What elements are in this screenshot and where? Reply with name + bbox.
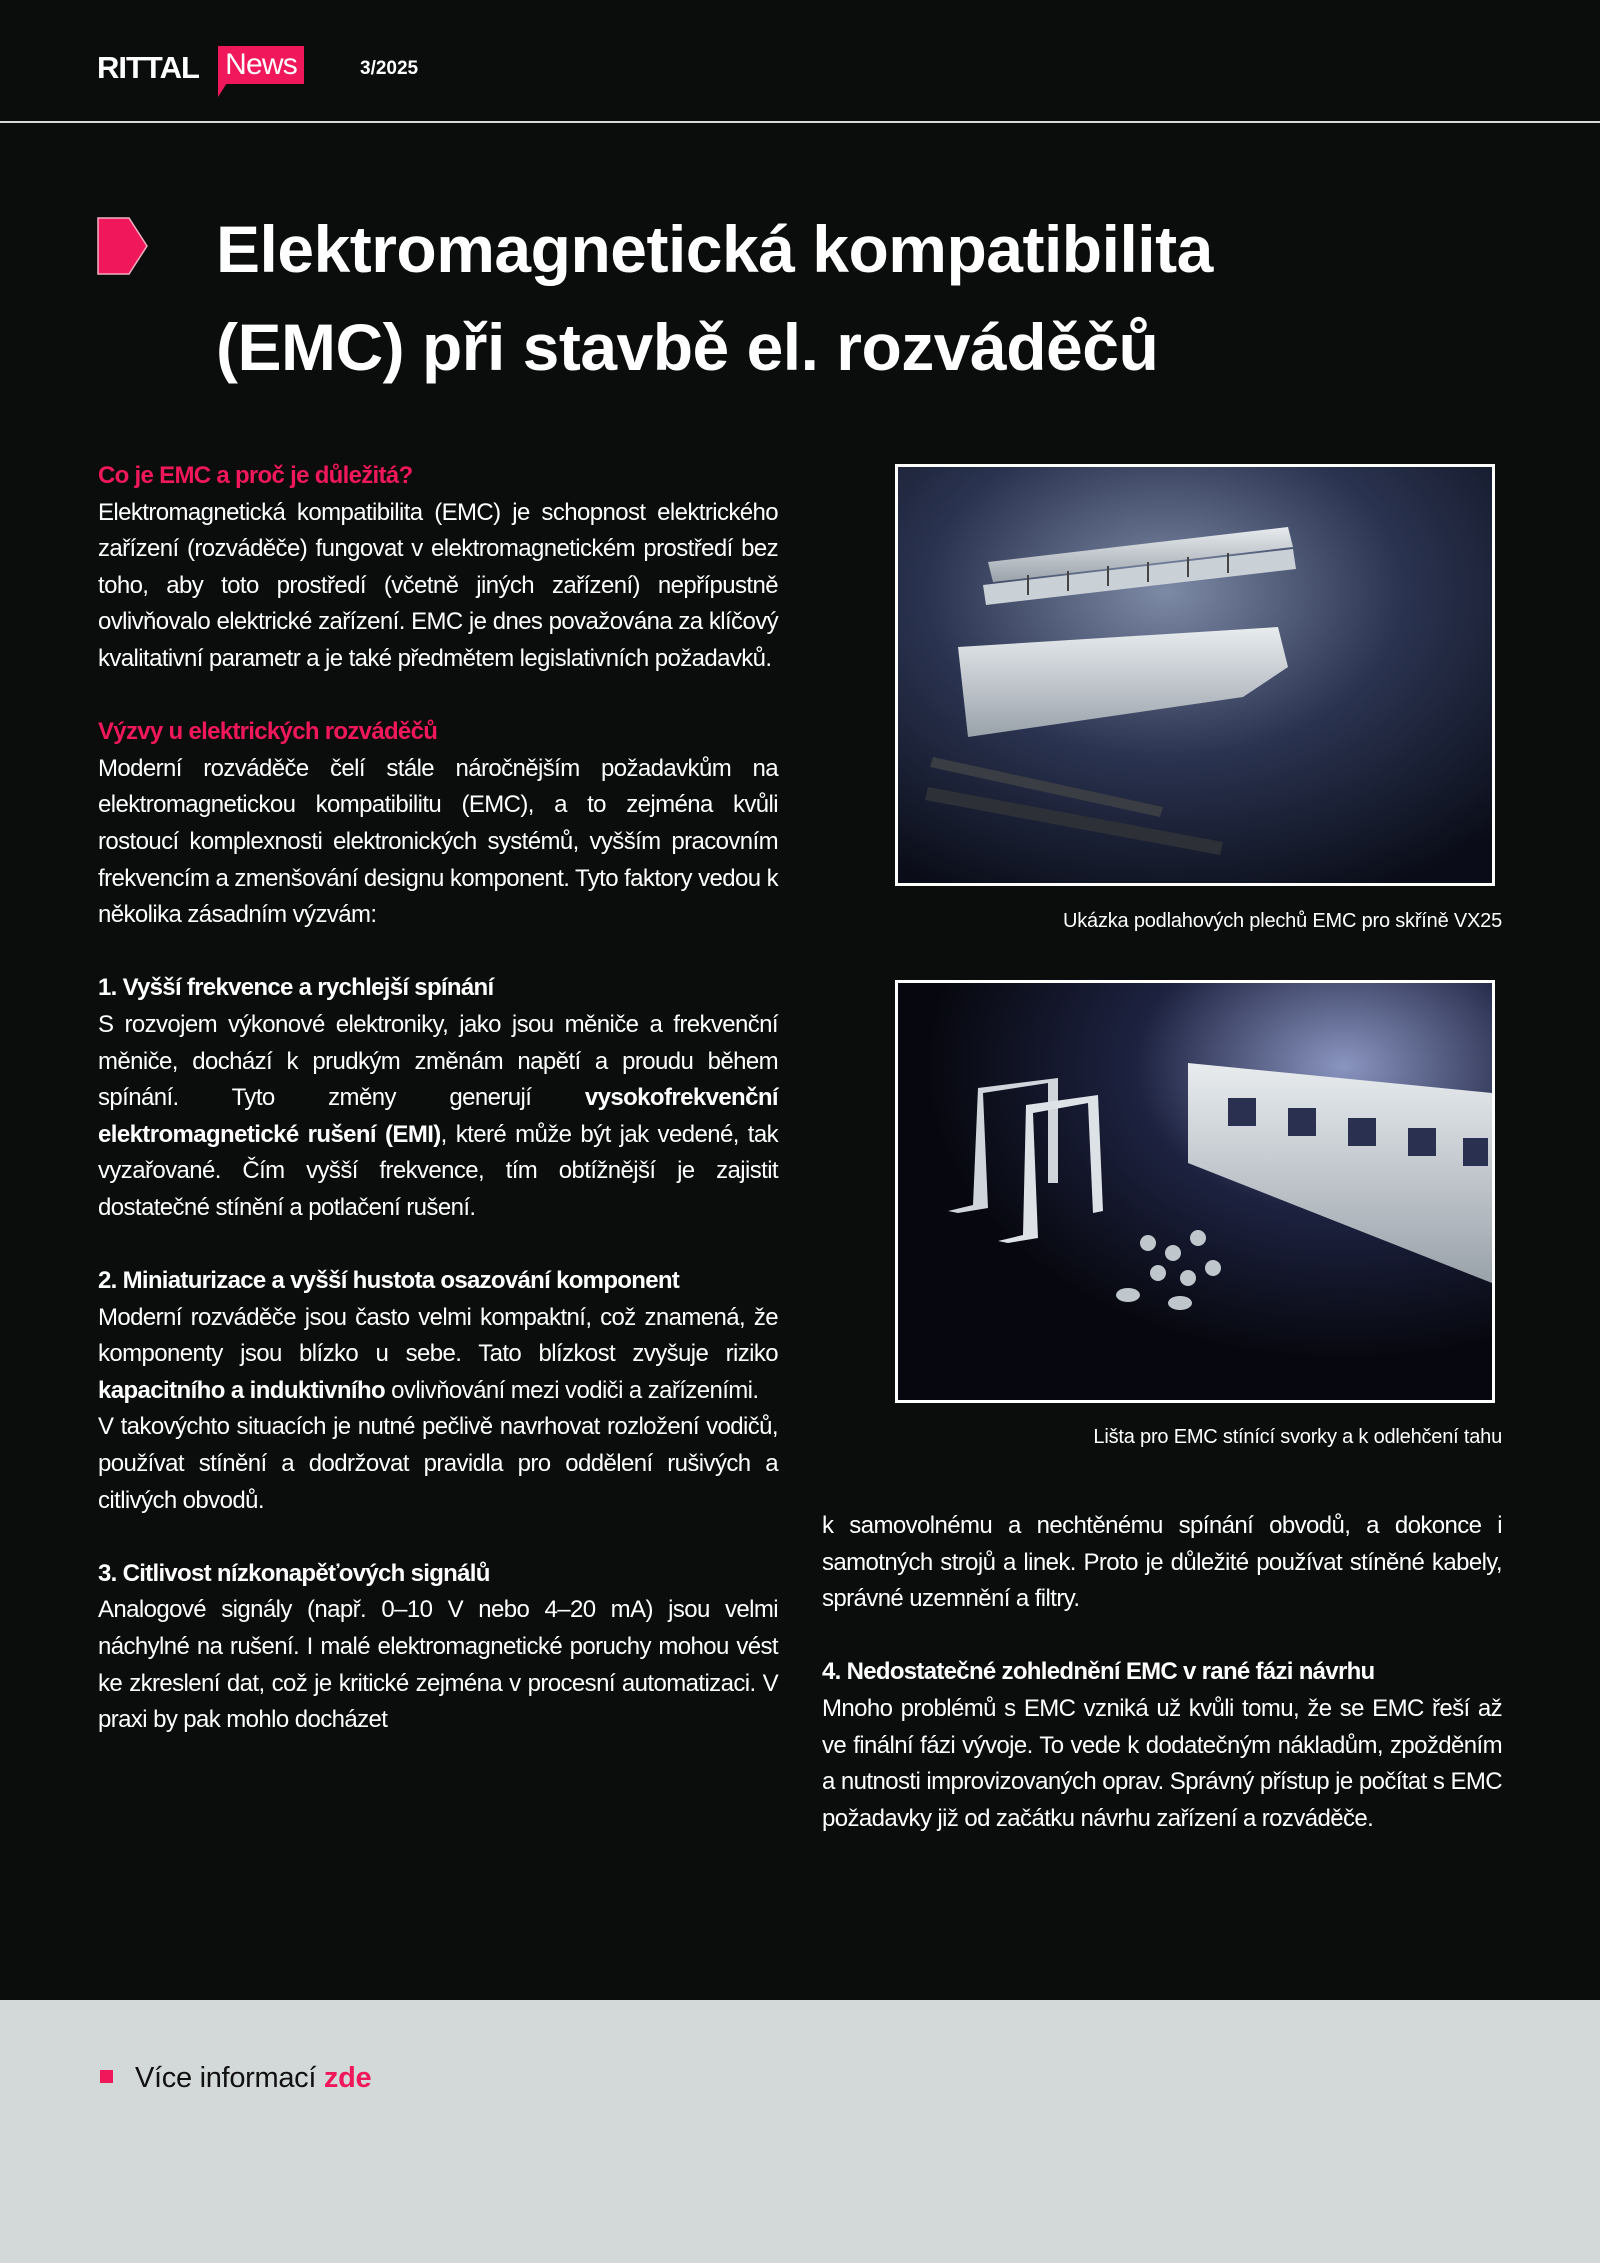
article-left-column <box>98 458 778 1739</box>
subsection-heading: 2. Miniaturizace a vyšší hustota osazování komponent <box>98 1267 680 1295</box>
paragraph <box>822 1691 1502 1837</box>
text-run: k samovolnému a nechtěnému spínání obvodů, a dokonce i samotných strojů a linek. Proto je důležité používat stíněné kabely, správné uzemnění a filtry. <box>822 1512 1502 1613</box>
section-heading: Co je EMC a proč je důležitá? <box>98 462 413 489</box>
text-run: V takovýchto situacích je nutné pečlivě navrhovat rozložení vodičů, používat stínění a dodržovat pravidla pro oddělení rušivých a citlivých obvodů. <box>98 1413 778 1514</box>
more-info <box>100 2062 371 2095</box>
paragraph <box>822 1508 1502 1618</box>
title-line-1: Elektromagnetická kompatibilita <box>216 212 1213 286</box>
figure-caption-1: Ukázka podlahových plechů EMC pro skříně VX25 <box>1062 910 1502 932</box>
photo-emc-floor-plates <box>895 464 1495 886</box>
photo-emc-shield-clamp-rail <box>895 980 1495 1403</box>
figure-caption-2: Lišta pro EMC stínící svorky a k odlehčení tahu <box>1093 1426 1502 1448</box>
footer-panel <box>0 2000 1600 2263</box>
paragraph <box>98 1592 778 1738</box>
speech-bubble-tail-icon <box>218 83 227 97</box>
header-divider <box>0 121 1600 123</box>
paragraph <box>98 1409 778 1519</box>
bold-text: kapacitního a induktivního <box>98 1376 386 1404</box>
article-right-column <box>822 1508 1502 1837</box>
text-run: Elektromagnetická kompatibilita (EMC) je schopnost elektrického zařízení (rozváděče) fungovat v elektromagnetickém prostředí bez toho, aby toto prostředí (včetně jiných zařízení) nepřípustně ovlivňovalo elektrické zařízení. EMC je dnes považována za klíčový kvalitativní parametr a je také předmětem legislativních požadavků. <box>98 498 778 672</box>
issue-number: 3/2025 <box>360 58 419 79</box>
paragraph <box>98 1007 778 1227</box>
text-run: Analogové signály (např. 0–10 V nebo 4–20 mA) jsou velmi náchylné na rušení. I malé elektromagnetické poruchy mohou vést ke zkreslení dat, což je kritické zejména v procesní automatizaci. V praxi by pak mohlo docházet <box>98 1596 778 1734</box>
subsection-heading: 1. Vyšší frekvence a rychlejší spínání <box>98 974 494 1002</box>
text-run: , které může být jak vedené, tak vyzařované. Čím vyšší frekvence, tím obtížnější je zajistit dostatečné stínění a potlačení rušení. <box>98 1120 778 1221</box>
subsection-heading: 4. Nedostatečné zohlednění EMC v rané fázi návrhu <box>822 1658 1375 1686</box>
logo-brand: RITTAL <box>97 50 199 85</box>
arrow-marker-icon <box>97 217 149 275</box>
text-run: ovlivňování mezi vodiči a zařízeními. <box>385 1376 759 1404</box>
logo-news-badge: News <box>218 46 304 84</box>
text-run: Mnoho problémů s EMC vzniká už kvůli tomu, že se EMC řeší až ve finální fázi vývoje. To vede k dodatečným nákladům, zpožděním a nutnosti improvizovaných oprav. Správný přístup je počítat s EMC požadavky již od začátku návrhu zařízení a rozváděče. <box>822 1694 1502 1832</box>
subsection-heading: 3. Citlivost nízkonapěťových signálů <box>98 1559 490 1587</box>
more-info-link[interactable]: zde <box>323 2062 372 2094</box>
rittal-news-logo <box>97 46 327 100</box>
page-title <box>216 200 1213 396</box>
text-run: S rozvojem výkonové elektroniky, jako jsou měniče a frekvenční měniče, dochází k prudkým změnám napětí a proudu během spínání. Tyto změny generují <box>98 1010 778 1112</box>
paragraph <box>98 751 778 934</box>
title-line-2: (EMC) při stavbě el. rozváděčů <box>216 310 1159 384</box>
bullet-square-icon <box>100 2070 113 2083</box>
section-heading: Výzvy u elektrických rozváděčů <box>98 718 438 746</box>
more-info-label: Více informací <box>135 2062 324 2094</box>
paragraph <box>98 495 778 678</box>
text-run: Moderní rozváděče jsou často velmi kompaktní, což znamená, že komponenty jsou blízko u sebe. Tato blízkost zvyšuje riziko <box>98 1303 778 1368</box>
text-run: Moderní rozváděče čelí stále náročnějším požadavkům na elektromagnetickou kompatibilitu (EMC), a to zejména kvůli rostoucí komplexnosti elektronických systémů, vyšším pracovním frekvencím a zmenšování designu komponent. Tyto faktory vedou k několika zásadním výzvám: <box>98 754 778 929</box>
paragraph <box>98 1300 778 1410</box>
bold-text: vysokofrekvenční elektromagnetické rušení (EMI) <box>98 1084 778 1148</box>
